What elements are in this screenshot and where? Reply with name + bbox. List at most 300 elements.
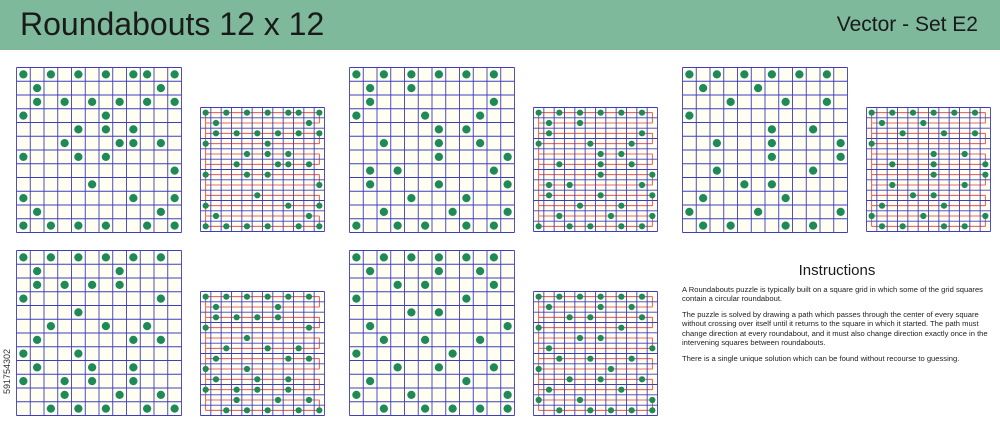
roundabout-dot [394, 222, 402, 230]
roundabout-dot [213, 213, 219, 219]
roundabout-dot [265, 141, 271, 147]
roundabout-dot [254, 192, 260, 198]
roundabout-dot [352, 112, 360, 120]
roundabout-dot [129, 139, 137, 147]
roundabout-dot [306, 213, 312, 219]
roundabout-dot [74, 125, 82, 133]
roundabout-dot [116, 139, 124, 147]
roundabout-dot [203, 110, 209, 116]
roundabout-dot [577, 335, 583, 341]
roundabout-dot [33, 84, 41, 92]
roundabout-dot [223, 294, 229, 300]
roundabout-dot [157, 253, 165, 261]
roundabout-dot [366, 322, 374, 330]
roundabout-dot [244, 151, 250, 157]
roundabout-dot [129, 363, 137, 371]
roundabout-dot [556, 110, 562, 116]
roundabout-dot [265, 110, 271, 116]
roundabout-dot [88, 98, 96, 106]
roundabout-dot [598, 172, 604, 178]
roundabout-dot [285, 151, 291, 157]
roundabout-dot [19, 222, 27, 230]
roundabout-dot [795, 70, 803, 78]
roundabout-dot [536, 366, 542, 372]
roundabout-dot [407, 70, 415, 78]
roundabout-dot [234, 130, 240, 136]
roundabout-dot [394, 363, 402, 371]
roundabout-dot [306, 120, 312, 126]
instructions-paragraph-1: A Roundabouts puzzle is typically built on a square grid in which some of the grid squares contain a circular roundabout. [682, 285, 983, 304]
roundabout-dot [157, 139, 165, 147]
roundabout-dot [608, 407, 614, 413]
puzzle-grid-5 [349, 250, 515, 416]
roundabout-dot [685, 70, 693, 78]
roundabout-dot [285, 294, 291, 300]
roundabout-dot [546, 345, 552, 351]
roundabout-dot [462, 253, 470, 261]
roundabout-dot [33, 336, 41, 344]
roundabout-dot [982, 172, 988, 178]
roundabout-dot [618, 110, 624, 116]
roundabout-dot [102, 405, 110, 413]
roundabout-dot [306, 161, 312, 167]
roundabout-dot [407, 84, 415, 92]
roundabout-dot [768, 153, 776, 161]
roundabout-dot [316, 203, 322, 209]
solution-grid-5 [533, 291, 658, 416]
roundabout-dot [962, 182, 968, 188]
roundabout-dot [556, 213, 562, 219]
roundabout-dot [74, 308, 82, 316]
roundabout-dot [19, 253, 27, 261]
roundabout-dot [536, 110, 542, 116]
roundabout-dot [546, 120, 552, 126]
roundabout-dot [203, 325, 209, 331]
roundabout-dot [213, 314, 219, 320]
roundabout-dot [234, 387, 240, 393]
roundabout-dot [577, 294, 583, 300]
roundabout-dot [102, 112, 110, 120]
roundabout-dot [171, 405, 179, 413]
roundabout-dot [649, 213, 655, 219]
roundabout-dot [699, 84, 707, 92]
roundabout-dot [629, 141, 635, 147]
roundabout-dot [61, 391, 69, 399]
roundabout-dot [102, 222, 110, 230]
roundabout-dot [556, 356, 562, 362]
roundabout-dot [931, 161, 937, 167]
roundabout-dot [823, 70, 831, 78]
roundabout-dot [171, 194, 179, 202]
roundabout-dot [649, 397, 655, 403]
roundabout-dot [639, 294, 645, 300]
roundabout-dot [449, 208, 457, 216]
roundabout-dot [265, 294, 271, 300]
roundabout-dot [33, 267, 41, 275]
roundabout-dot [316, 182, 322, 188]
roundabout-dot [116, 391, 124, 399]
roundabout-dot [435, 253, 443, 261]
roundabout-dot [740, 70, 748, 78]
roundabout-dot [598, 304, 604, 310]
roundabout-dot [33, 98, 41, 106]
roundabout-dot [449, 350, 457, 358]
roundabout-dot [61, 98, 69, 106]
roundabout-dot [504, 153, 512, 161]
roundabout-dot [380, 336, 388, 344]
roundabout-dot [316, 407, 322, 413]
roundabout-dot [449, 405, 457, 413]
roundabout-dot [490, 363, 498, 371]
roundabout-dot [171, 222, 179, 230]
roundabout-dot [306, 397, 312, 403]
roundabout-dot [254, 387, 260, 393]
roundabout-dot [265, 223, 271, 229]
puzzle-grid-4 [16, 250, 182, 416]
roundabout-dot [941, 130, 947, 136]
roundabout-dot [296, 345, 302, 351]
roundabout-dot [116, 98, 124, 106]
roundabout-dot [275, 314, 281, 320]
roundabout-dot [649, 345, 655, 351]
roundabout-dot [809, 222, 817, 230]
roundabout-dot [462, 125, 470, 133]
roundabout-dot [74, 70, 82, 78]
roundabout-dot [504, 405, 512, 413]
roundabout-dot [649, 407, 655, 413]
roundabout-dot [421, 222, 429, 230]
roundabout-dot [74, 350, 82, 358]
roundabout-dot [577, 120, 583, 126]
roundabout-dot [203, 172, 209, 178]
roundabout-dot [129, 70, 137, 78]
roundabout-dot [213, 120, 219, 126]
roundabout-dot [951, 110, 957, 116]
roundabout-dot [394, 167, 402, 175]
roundabout-dot [577, 397, 583, 403]
roundabout-dot [203, 141, 209, 147]
roundabout-dot [129, 253, 137, 261]
roundabout-dot [639, 314, 645, 320]
roundabout-dot [171, 70, 179, 78]
roundabout-dot [254, 130, 260, 136]
roundabout-dot [504, 391, 512, 399]
roundabout-dot [352, 350, 360, 358]
roundabout-dot [203, 223, 209, 229]
roundabout-dot [598, 110, 604, 116]
roundabout-dot [879, 223, 885, 229]
roundabout-dot [768, 139, 776, 147]
roundabout-dot [157, 295, 165, 303]
roundabout-dot [504, 180, 512, 188]
roundabout-dot [244, 223, 250, 229]
roundabout-dot [380, 405, 388, 413]
roundabout-dot [639, 110, 645, 116]
solution-grid-2 [533, 107, 658, 232]
roundabout-dot [435, 308, 443, 316]
roundabout-dot [33, 281, 41, 289]
roundabout-dot [639, 182, 645, 188]
puzzle-grid-3 [682, 67, 848, 233]
roundabout-dot [567, 182, 573, 188]
roundabout-dot [727, 98, 735, 106]
roundabout-dot [490, 281, 498, 289]
roundabout-dot [203, 387, 209, 393]
roundabout-dot [504, 208, 512, 216]
roundabout-dot [143, 98, 151, 106]
roundabout-dot [244, 407, 250, 413]
roundabout-dot [462, 194, 470, 202]
roundabout-dot [972, 130, 978, 136]
roundabout-dot [598, 151, 604, 157]
roundabout-dot [972, 110, 978, 116]
instructions-paragraph-2: The puzzle is solved by drawing a path which passes through the center of every square without crossing over itself until it returns to the square in which it started. The path must change direction at every roundabout, and it must also change direction exactly once in the intervening squares between roundabouts. [682, 309, 988, 348]
roundabout-dot [713, 139, 721, 147]
roundabout-dot [639, 130, 645, 136]
roundabout-dot [157, 391, 165, 399]
roundabout-dot [435, 70, 443, 78]
roundabout-dot [47, 70, 55, 78]
roundabout-dot [366, 167, 374, 175]
roundabout-dot [740, 180, 748, 188]
roundabout-dot [88, 180, 96, 188]
roundabout-dot [74, 153, 82, 161]
roundabout-dot [421, 336, 429, 344]
roundabout-dot [982, 213, 988, 219]
roundabout-dot [910, 192, 916, 198]
roundabout-dot [19, 350, 27, 358]
roundabout-dot [366, 180, 374, 188]
roundabout-dot [244, 294, 250, 300]
roundabout-dot [19, 295, 27, 303]
roundabout-dot [213, 356, 219, 362]
roundabout-dot [462, 70, 470, 78]
roundabout-dot [33, 208, 41, 216]
roundabout-dot [129, 194, 137, 202]
roundabout-dot [536, 141, 542, 147]
roundabout-dot [275, 130, 281, 136]
roundabout-dot [223, 223, 229, 229]
roundabout-dot [203, 366, 209, 372]
roundabout-dot [435, 267, 443, 275]
roundabout-dot [19, 194, 27, 202]
roundabout-dot [102, 322, 110, 330]
roundabout-dot [296, 407, 302, 413]
roundabout-dot [639, 223, 645, 229]
roundabout-dot [618, 151, 624, 157]
roundabout-dot [889, 110, 895, 116]
roundabout-dot [931, 151, 937, 157]
page-title: Roundabouts 12 x 12 [20, 6, 325, 42]
roundabout-dot [407, 308, 415, 316]
roundabout-dot [88, 281, 96, 289]
roundabout-dot [713, 167, 721, 175]
roundabout-dot [462, 377, 470, 385]
roundabout-dot [685, 112, 693, 120]
roundabout-dot [556, 161, 562, 167]
puzzle-grid-2 [349, 67, 515, 233]
roundabout-dot [618, 294, 624, 300]
roundabout-dot [900, 223, 906, 229]
roundabout-dot [608, 366, 614, 372]
roundabout-dot [275, 161, 281, 167]
instructions-heading: Instructions [798, 262, 876, 279]
roundabout-dot [809, 167, 817, 175]
roundabout-dot [285, 161, 291, 167]
roundabout-dot [316, 130, 322, 136]
roundabout-dot [490, 222, 498, 230]
roundabout-dot [879, 203, 885, 209]
roundabout-dot [129, 336, 137, 344]
roundabout-dot [234, 161, 240, 167]
roundabout-dot [782, 98, 790, 106]
roundabout-dot [587, 356, 593, 362]
roundabout-dot [476, 267, 484, 275]
roundabout-dot [285, 203, 291, 209]
roundabout-dot [88, 363, 96, 371]
roundabout-dot [476, 112, 484, 120]
roundabout-dot [837, 153, 845, 161]
roundabout-dot [546, 182, 552, 188]
roundabout-dot [782, 222, 790, 230]
set-subtitle: Vector - Set E2 [836, 13, 978, 36]
roundabout-dot [649, 172, 655, 178]
roundabout-dot [143, 70, 151, 78]
roundabout-dot [713, 70, 721, 78]
roundabout-dot [366, 98, 374, 106]
roundabout-dot [536, 397, 542, 403]
roundabout-dot [265, 151, 271, 157]
roundabout-dot [380, 70, 388, 78]
roundabout-dot [213, 304, 219, 310]
roundabout-dot [143, 405, 151, 413]
roundabout-dot [546, 130, 552, 136]
roundabout-dot [490, 253, 498, 261]
roundabout-dot [352, 253, 360, 261]
roundabout-dot [476, 405, 484, 413]
roundabout-dot [587, 314, 593, 320]
roundabout-dot [380, 208, 388, 216]
roundabout-dot [618, 203, 624, 209]
roundabout-dot [366, 84, 374, 92]
roundabout-dot [536, 223, 542, 229]
roundabout-dot [490, 70, 498, 78]
roundabout-dot [490, 167, 498, 175]
roundabout-dot [244, 172, 250, 178]
roundabout-dot [598, 294, 604, 300]
roundabout-dot [223, 345, 229, 351]
roundabout-dot [244, 366, 250, 372]
roundabout-dot [962, 223, 968, 229]
header-bar [0, 0, 1000, 50]
roundabout-dot [435, 180, 443, 188]
roundabout-dot [265, 407, 271, 413]
puzzle-grid-1 [16, 67, 182, 233]
roundabout-dot [296, 223, 302, 229]
roundabout-dot [143, 322, 151, 330]
roundabout-dot [394, 281, 402, 289]
roundabout-dot [727, 222, 735, 230]
roundabout-dot [19, 377, 27, 385]
roundabout-dot [74, 405, 82, 413]
roundabout-dot [116, 267, 124, 275]
roundabout-dot [285, 110, 291, 116]
solution-grid-1 [200, 107, 325, 232]
roundabout-dot [768, 180, 776, 188]
roundabout-dot [587, 407, 593, 413]
roundabout-dot [306, 325, 312, 331]
roundabout-dot [629, 407, 635, 413]
roundabout-dot [254, 314, 260, 320]
roundabout-dot [19, 112, 27, 120]
roundabout-dot [699, 194, 707, 202]
roundabout-dot [889, 161, 895, 167]
roundabout-dot [316, 110, 322, 116]
roundabout-dot [618, 325, 624, 331]
roundabout-dot [143, 222, 151, 230]
roundabout-dot [285, 387, 291, 393]
roundabout-dot [275, 397, 281, 403]
roundabout-dot [536, 294, 542, 300]
roundabout-dot [157, 208, 165, 216]
roundabout-dot [352, 295, 360, 303]
roundabout-dot [910, 110, 916, 116]
roundabout-dot [629, 356, 635, 362]
roundabout-dot [366, 267, 374, 275]
roundabout-dot [33, 363, 41, 371]
roundabout-dot [61, 139, 69, 147]
roundabout-dot [685, 208, 693, 216]
roundabout-dot [265, 345, 271, 351]
roundabout-dot [649, 192, 655, 198]
roundabout-dot [768, 70, 776, 78]
roundabout-dot [265, 172, 271, 178]
roundabout-dot [577, 110, 583, 116]
roundabout-dot [567, 223, 573, 229]
roundabout-dot [823, 98, 831, 106]
roundabout-dot [962, 151, 968, 157]
roundabout-dot [869, 213, 875, 219]
roundabout-dot [889, 182, 895, 188]
roundabout-dot [296, 130, 302, 136]
roundabout-dot [47, 253, 55, 261]
roundabout-dot [920, 213, 926, 219]
roundabout-dot [366, 377, 374, 385]
roundabout-dot [567, 314, 573, 320]
roundabout-dot [598, 335, 604, 341]
roundabout-dot [380, 253, 388, 261]
roundabout-dot [435, 153, 443, 161]
roundabout-dot [931, 110, 937, 116]
instructions-paragraph-3: There is a single unique solution which can be found without recourse to guessing. [682, 353, 960, 363]
roundabout-dot [598, 161, 604, 167]
roundabout-dot [407, 391, 415, 399]
roundabout-dot [837, 139, 845, 147]
roundabout-dot [754, 208, 762, 216]
roundabout-dot [931, 192, 937, 198]
roundabout-dot [352, 391, 360, 399]
roundabout-dot [203, 203, 209, 209]
roundabout-dot [47, 222, 55, 230]
roundabout-dot [407, 194, 415, 202]
side-id-text: 591754302 [2, 348, 12, 394]
roundabout-dot [203, 294, 209, 300]
roundabout-dot [699, 222, 707, 230]
instructions-panel [682, 262, 992, 369]
roundabout-dot [19, 153, 27, 161]
roundabout-dot [490, 98, 498, 106]
roundabout-dot [598, 192, 604, 198]
